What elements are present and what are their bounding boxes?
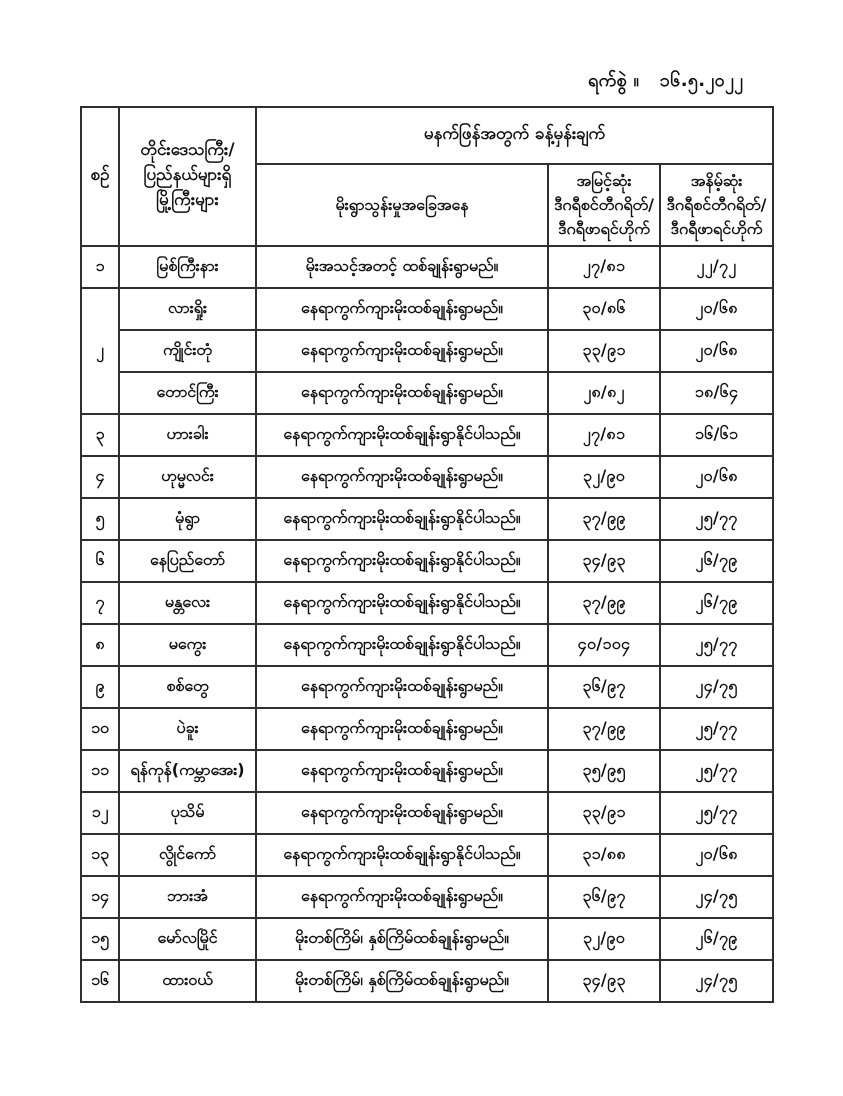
city-cell: နေပြည်တော် <box>119 540 256 582</box>
header-min-line1: အနိမ့်ဆုံး <box>690 171 743 190</box>
max-temp-cell: ၂၇/၈၁ <box>548 414 660 456</box>
serial-cell: ၇ <box>81 582 119 624</box>
max-temp-cell: ၃၆/၉၇ <box>548 876 660 918</box>
serial-cell: ၁၁ <box>81 750 119 792</box>
city-cell: လွိုင်ကော် <box>119 834 256 876</box>
serial-cell: ၃ <box>81 414 119 456</box>
forecast-cell: နေရာကွက်ကျားမိုးထစ်ချုန်းရွာနိုင်ပါသည်။ <box>256 624 548 666</box>
serial-cell: ၉ <box>81 666 119 708</box>
serial-cell: ၁၂ <box>81 792 119 834</box>
city-cell: မန္တလေး <box>119 582 256 624</box>
min-temp-cell: ၂၅/၇၇ <box>660 792 773 834</box>
min-temp-cell: ၂၅/၇၇ <box>660 498 773 540</box>
min-temp-cell: ၂၀/၆၈ <box>660 834 773 876</box>
max-temp-cell: ၂၇/၈၁ <box>548 246 660 288</box>
table-row <box>81 582 773 624</box>
min-temp-cell: ၂၂/၇၂ <box>660 246 773 288</box>
header-min-line3: ဒီဂရီဖာရင်ဟိုက် <box>670 219 763 238</box>
table-row <box>81 834 773 876</box>
forecast-cell: နေရာကွက်ကျားမိုးထစ်ချုန်းရွာမည်။ <box>256 372 548 414</box>
city-cell: မော်လမြိုင် <box>119 918 256 960</box>
header-max-line2: ဒီဂရီစင်တီဂရိတ်/ <box>554 195 654 214</box>
serial-cell: ၂ <box>81 288 119 414</box>
serial-cell: ၆ <box>81 540 119 582</box>
table-row <box>81 288 773 330</box>
header-max-line1: အမြင့်ဆုံး <box>576 171 632 190</box>
min-temp-cell: ၂၄/၇၅ <box>660 876 773 918</box>
city-cell: ရန်ကုန်(ကမ္ဘာအေး) <box>119 750 256 792</box>
min-temp-cell: ၁၆/၆၁ <box>660 414 773 456</box>
min-temp-cell: ၂၀/၆၈ <box>660 330 773 372</box>
date-label: ရက်စွဲ ။ <box>588 70 640 91</box>
max-temp-cell: ၃၃/၉၁ <box>548 792 660 834</box>
city-cell: ကျိုင်းတုံ <box>119 330 256 372</box>
table-row <box>81 456 773 498</box>
max-temp-cell: ၃၆/၉၇ <box>548 666 660 708</box>
date-line <box>588 68 743 95</box>
max-temp-cell: ၃၂/၉၀ <box>548 918 660 960</box>
table-row <box>81 666 773 708</box>
forecast-cell: နေရာကွက်ကျားမိုးထစ်ချုန်းရွာမည်။ <box>256 792 548 834</box>
max-temp-cell: ၃၅/၉၅ <box>548 750 660 792</box>
header-city-line1: တိုင်းဒေသကြီး/ <box>140 140 235 160</box>
forecast-cell: နေရာကွက်ကျားမိုးထစ်ချုန်းရွာနိုင်ပါသည်။ <box>256 834 548 876</box>
table-row <box>81 624 773 666</box>
serial-cell: ၅ <box>81 498 119 540</box>
header-max-temp <box>548 164 660 246</box>
header-forecast-group: မနက်ဖြန်အတွက် ခန့်မှန်းချက် <box>256 107 773 164</box>
header-max-line3: ဒီဂရီဖာရင်ဟိုက် <box>558 219 650 238</box>
serial-cell: ၁၆ <box>81 960 119 1002</box>
serial-cell: ၈ <box>81 624 119 666</box>
serial-cell: ၁၀ <box>81 708 119 750</box>
table-row <box>81 540 773 582</box>
forecast-cell: နေရာကွက်ကျားမိုးထစ်ချုန်းရွာမည်။ <box>256 750 548 792</box>
max-temp-cell: ၃၇/၉၉ <box>548 708 660 750</box>
table-row <box>81 708 773 750</box>
forecast-cell: နေရာကွက်ကျားမိုးထစ်ချုန်းရွာနိုင်ပါသည်။ <box>256 540 548 582</box>
serial-cell: ၄ <box>81 456 119 498</box>
city-cell: ဘားအံ <box>119 876 256 918</box>
table-row <box>81 876 773 918</box>
min-temp-cell: ၂၀/၆၈ <box>660 456 773 498</box>
table-row <box>81 246 773 288</box>
min-temp-cell: ၂၆/၇၉ <box>660 918 773 960</box>
table-row <box>81 372 773 414</box>
header-city <box>119 107 256 246</box>
max-temp-cell: ၃၀/၈၆ <box>548 288 660 330</box>
header-city-line3: မြို့ကြီးများ <box>156 190 219 210</box>
min-temp-cell: ၂၅/၇၇ <box>660 708 773 750</box>
min-temp-cell: ၂၆/၇၉ <box>660 540 773 582</box>
forecast-cell: နေရာကွက်ကျားမိုးထစ်ချုန်းရွာမည်။ <box>256 666 548 708</box>
city-cell: ဟုမ္မလင်း <box>119 456 256 498</box>
city-cell: လားရှိုး <box>119 288 256 330</box>
min-temp-cell: ၂၀/၆၈ <box>660 288 773 330</box>
city-cell: ပဲခူး <box>119 708 256 750</box>
forecast-cell: နေရာကွက်ကျားမိုးထစ်ချုန်းရွာမည်။ <box>256 456 548 498</box>
min-temp-cell: ၂၄/၇၅ <box>660 666 773 708</box>
date-value: ၁၆.၅.၂၀၂၂ <box>659 70 744 91</box>
forecast-cell: နေရာကွက်ကျားမိုးထစ်ချုန်းရွာနိုင်ပါသည်။ <box>256 498 548 540</box>
serial-cell: ၁၃ <box>81 834 119 876</box>
forecast-cell: မိုးတစ်ကြိမ်၊ နှစ်ကြိမ်ထစ်ချုန်းရွာမည်။ <box>256 960 548 1002</box>
city-cell: ဟားခါး <box>119 414 256 456</box>
serial-cell: ၁၅ <box>81 918 119 960</box>
city-cell: မကွေး <box>119 624 256 666</box>
max-temp-cell: ၃၄/၉၃ <box>548 540 660 582</box>
header-rain-condition: မိုးရွာသွန်းမှုအခြေအနေ <box>256 164 548 246</box>
forecast-cell: နေရာကွက်ကျားမိုးထစ်ချုန်းရွာမည်။ <box>256 876 548 918</box>
city-cell: မုံရွာ <box>119 498 256 540</box>
max-temp-cell: ၃၂/၉၀ <box>548 456 660 498</box>
serial-cell: ၁ <box>81 246 119 288</box>
min-temp-cell: ၂၅/၇၇ <box>660 624 773 666</box>
city-cell: စစ်တွေ <box>119 666 256 708</box>
header-row-group <box>81 107 773 164</box>
max-temp-cell: ၃၃/၉၁ <box>548 330 660 372</box>
forecast-cell: နေရာကွက်ကျားမိုးထစ်ချုန်းရွာနိုင်ပါသည်။ <box>256 582 548 624</box>
table-row <box>81 960 773 1002</box>
forecast-cell: မိုးအသင့်အတင့် ထစ်ချုန်းရွာမည်။ <box>256 246 548 288</box>
header-min-temp <box>660 164 773 246</box>
min-temp-cell: ၂၄/၇၅ <box>660 960 773 1002</box>
header-city-line2: ပြည်နယ်များရှိ <box>143 165 232 185</box>
forecast-cell: နေရာကွက်ကျားမိုးထစ်ချုန်းရွာနိုင်ပါသည်။ <box>256 414 548 456</box>
max-temp-cell: ၄၀/၁၀၄ <box>548 624 660 666</box>
forecast-cell: နေရာကွက်ကျားမိုးထစ်ချုန်းရွာမည်။ <box>256 330 548 372</box>
table-row <box>81 918 773 960</box>
header-serial: စဉ် <box>81 107 119 246</box>
min-temp-cell: ၂၅/၇၇ <box>660 750 773 792</box>
min-temp-cell: ၂၆/၇၉ <box>660 582 773 624</box>
forecast-cell: နေရာကွက်ကျားမိုးထစ်ချုန်းရွာမည်။ <box>256 708 548 750</box>
table-row <box>81 750 773 792</box>
table-row <box>81 330 773 372</box>
max-temp-cell: ၃၁/၈၈ <box>548 834 660 876</box>
city-cell: ထားဝယ် <box>119 960 256 1002</box>
header-min-line2: ဒီဂရီစင်တီဂရိတ်/ <box>666 195 767 214</box>
min-temp-cell: ၁၈/၆၄ <box>660 372 773 414</box>
table-row <box>81 792 773 834</box>
max-temp-cell: ၃၄/၉၃ <box>548 960 660 1002</box>
city-cell: မြစ်ကြီးနား <box>119 246 256 288</box>
table-row <box>81 498 773 540</box>
forecast-cell: မိုးတစ်ကြိမ်၊ နှစ်ကြိမ်ထစ်ချုန်းရွာမည်။ <box>256 918 548 960</box>
city-cell: တောင်ကြီး <box>119 372 256 414</box>
city-cell: ပုသိမ် <box>119 792 256 834</box>
max-temp-cell: ၂၈/၈၂ <box>548 372 660 414</box>
table-row <box>81 414 773 456</box>
forecast-cell: နေရာကွက်ကျားမိုးထစ်ချုန်းရွာမည်။ <box>256 288 548 330</box>
serial-cell: ၁၄ <box>81 876 119 918</box>
max-temp-cell: ၃၇/၉၉ <box>548 582 660 624</box>
weather-forecast-table <box>80 106 774 1003</box>
max-temp-cell: ၃၇/၉၉ <box>548 498 660 540</box>
